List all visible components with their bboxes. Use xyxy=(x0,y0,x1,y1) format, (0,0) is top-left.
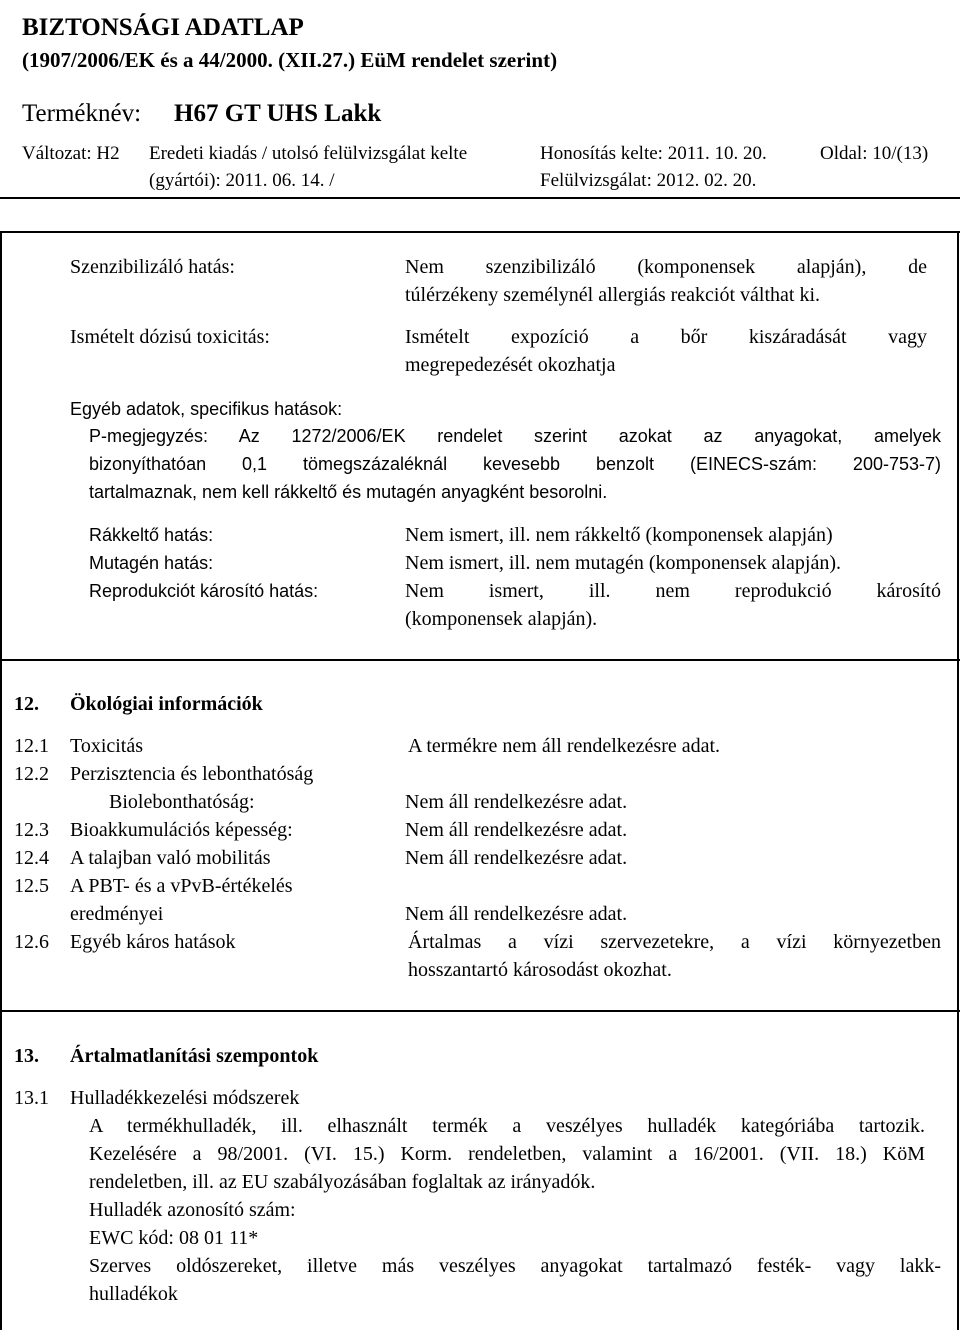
row-label: Bioakkumulációs képesség: xyxy=(70,819,293,841)
row-label: Egyéb káros hatások xyxy=(70,931,236,953)
disposal-text-line: A termékhulladék, ill. elhasznált termék a veszélyes hulladék kategóriába tartozik. xyxy=(89,1115,925,1137)
ewc-code: EWC kód: 08 01 11* xyxy=(89,1227,259,1249)
waste-description-line: hulladékok xyxy=(89,1283,178,1305)
content-frame-right xyxy=(957,231,959,1330)
p-note-line1: P-megjegyzés: Az 1272/2006/EK rendelet szerint azokat az anyagokat, amelyek xyxy=(89,426,941,446)
disposal-text-line: rendeletben, ill. az EU szabályozásában foglaltak az irányadók. xyxy=(89,1171,596,1193)
p-note-line2: bizonyíthatóan 0,1 tömegszázaléknál kevesebb benzolt (EINECS-szám: 200-753-7) xyxy=(89,454,941,474)
product-name: H67 GT UHS Lakk xyxy=(174,100,382,127)
content-frame-top xyxy=(0,231,960,233)
section13-title: Ártalmatlanítási szempontok xyxy=(70,1045,319,1067)
row-label: Perzisztencia és lebonthatóság xyxy=(70,763,314,785)
waste-description-line: Szerves oldószereket, illetve más veszélyes anyagokat tartalmazó festék- vagy lakk- xyxy=(89,1255,941,1277)
mutagenic-value: Nem ismert, ill. nem mutagén (komponensek alapján). xyxy=(405,552,841,574)
row-value: Nem áll rendelkezésre adat. xyxy=(405,903,628,925)
row-label: A PBT- és a vPvB-értékelés xyxy=(70,875,293,897)
subsection-title: Hulladékkezelési módszerek xyxy=(70,1087,300,1109)
row-label: Toxicitás xyxy=(70,735,144,757)
row-value: Nem áll rendelkezésre adat. xyxy=(405,847,628,869)
p-note-line3: tartalmaznak, nem kell rákkeltő és mutagén anyagként besorolni. xyxy=(89,482,608,502)
row-value: Nem áll rendelkezésre adat. xyxy=(405,819,628,841)
sensitization-value-line2: túlérzékeny személynél allergiás reakciót válthat ki. xyxy=(405,284,821,306)
document-title: BIZTONSÁGI ADATLAP xyxy=(22,14,304,41)
content-frame-left xyxy=(0,231,2,1330)
disposal-text-line: Kezelésére a 98/2001. (VI. 15.) Korm. rendeletben, valamint a 16/2001. (VII. 18.) KöM xyxy=(89,1143,925,1165)
reproductive-label: Reprodukciót károsító hatás: xyxy=(89,581,319,601)
row-number: 12.2 xyxy=(14,763,49,785)
subsection-number: 13.1 xyxy=(14,1087,49,1109)
row-number: 12.3 xyxy=(14,819,49,841)
row-number: 12.4 xyxy=(14,847,49,869)
carcinogenic-value: Nem ismert, ill. nem rákkeltő (komponensek alapján) xyxy=(405,524,833,546)
row-value: A termékre nem áll rendelkezésre adat. xyxy=(408,735,721,757)
row-value: hosszantartó károsodást okozhat. xyxy=(408,959,672,981)
carcinogenic-label: Rákkeltő hatás: xyxy=(89,525,214,545)
header-divider xyxy=(0,197,960,199)
row-label: A talajban való mobilitás xyxy=(70,847,271,869)
mutagenic-label: Mutagén hatás: xyxy=(89,553,214,573)
section12-title: Ökológiai információk xyxy=(70,693,263,715)
row-label: Biolebonthatóság: xyxy=(109,791,255,813)
registration-date: Honosítás kelte: 2011. 10. 20. xyxy=(540,143,767,164)
repeated-dose-value-line2: megrepedezését okozhatja xyxy=(405,354,616,376)
row-value: Ártalmas a vízi szervezetekre, a vízi környezetben xyxy=(408,931,941,953)
other-effects-heading: Egyéb adatok, specifikus hatások: xyxy=(70,399,343,419)
repeated-dose-value-line1: Ismételt expozíció a bőr kiszáradását vagy xyxy=(405,326,927,348)
product-label: Terméknév: xyxy=(22,100,142,127)
reproductive-value-line1: Nem ismert, ill. nem reprodukció károsító xyxy=(405,580,941,602)
section12-divider xyxy=(0,659,960,661)
row-number: 12.5 xyxy=(14,875,49,897)
page-number: Oldal: 10/(13) xyxy=(820,143,929,164)
waste-id-label: Hulladék azonosító szám: xyxy=(89,1199,296,1221)
repeated-dose-label: Ismételt dózisú toxicitás: xyxy=(70,326,270,348)
section13-number: 13. xyxy=(14,1045,39,1067)
issue-date-line1: Eredeti kiadás / utolsó felülvizsgálat kelte xyxy=(149,143,468,164)
row-number: 12.1 xyxy=(14,735,49,757)
review-date: Felülvizsgálat: 2012. 02. 20. xyxy=(540,170,757,191)
row-number: 12.6 xyxy=(14,931,49,953)
issue-date-line2: (gyártói): 2011. 06. 14. / xyxy=(149,170,335,191)
sensitization-label: Szenzibilizáló hatás: xyxy=(70,256,235,278)
section12-number: 12. xyxy=(14,693,39,715)
sensitization-value-line1: Nem szenzibilizáló (komponensek alapján), de xyxy=(405,256,927,278)
document-subtitle: (1907/2006/EK és a 44/2000. (XII.27.) EüM rendelet szerint) xyxy=(22,48,558,72)
section13-divider xyxy=(0,1010,960,1012)
reproductive-value-line2: (komponensek alapján). xyxy=(405,608,598,630)
version-label: Változat: H2 xyxy=(22,143,120,164)
row-label: eredményei xyxy=(70,903,164,925)
row-value: Nem áll rendelkezésre adat. xyxy=(405,791,628,813)
